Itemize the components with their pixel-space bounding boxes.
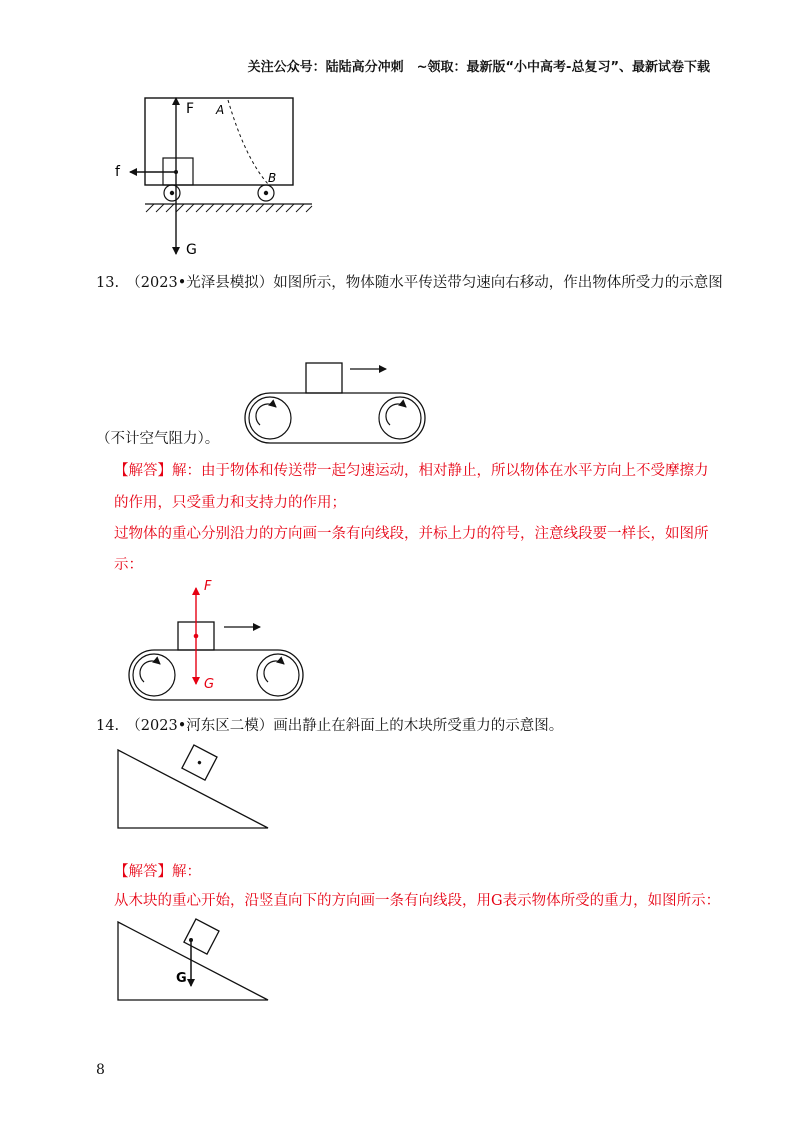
page-header: 关注公众号：陆陆高分冲刺 ~领取：最新版“小中高考-总复习”、最新试卷下载 <box>247 60 710 75</box>
incline <box>118 750 268 828</box>
cart-force-diagram <box>110 88 320 263</box>
answer-13-line2: 的作用，只受重力和支持力的作用； <box>114 495 346 511</box>
incline-question-diagram <box>114 748 274 833</box>
left-roller <box>133 654 175 696</box>
label-F: F <box>186 101 195 117</box>
block <box>306 363 342 393</box>
answer-13-line3: 过物体的重心分别沿力的方向画一条有向线段，并标上力的符号，注意线段要一样长，如图所 <box>114 526 709 542</box>
answer-14-heading: 【解答】解： <box>114 864 201 880</box>
question-13-continued: （不计空气阻力）。 <box>96 431 220 447</box>
right-roller <box>257 654 299 696</box>
ground-hatch <box>146 204 312 212</box>
left-roller <box>249 397 291 439</box>
answer-13-line1: 【解答】解：由于物体和传送带一起匀速运动，相对静止，所以物体在水平方向上不受摩擦力 <box>114 463 709 479</box>
answer-13-line4: 示： <box>114 557 143 573</box>
answer-14-tag: 【解答】 <box>114 864 172 880</box>
question-14-text: 14. （2023•河东区二模）画出静止在斜面上的木块所受重力的示意图。 <box>96 718 564 734</box>
answer-13-tag: 【解答】 <box>114 463 172 479</box>
wood-block <box>184 919 219 954</box>
label-B: B <box>268 171 277 185</box>
label-F: F <box>204 579 212 594</box>
conveyor-answer-diagram <box>112 578 312 703</box>
answer-14-line1: 从木块的重心开始，沿竖直向下的方向画一条有向线段，用G表示物体所受的重力，如图所示： <box>114 893 721 909</box>
label-G: G <box>176 971 187 986</box>
label-f: f <box>115 164 120 180</box>
question-13-text: 13. （2023•光泽县模拟）如图所示，物体随水平传送带匀速向右移动，作出物体所受力的示意图 <box>96 275 723 291</box>
page-number: 8 <box>96 1062 105 1078</box>
label-A: A <box>216 103 225 117</box>
curve-path <box>228 100 268 184</box>
label-G: G <box>186 242 197 258</box>
incline-answer-diagram <box>114 920 274 1005</box>
label-G: G <box>204 677 215 692</box>
right-roller <box>379 397 421 439</box>
incline <box>118 922 268 1000</box>
conveyor-question-diagram <box>238 355 428 455</box>
